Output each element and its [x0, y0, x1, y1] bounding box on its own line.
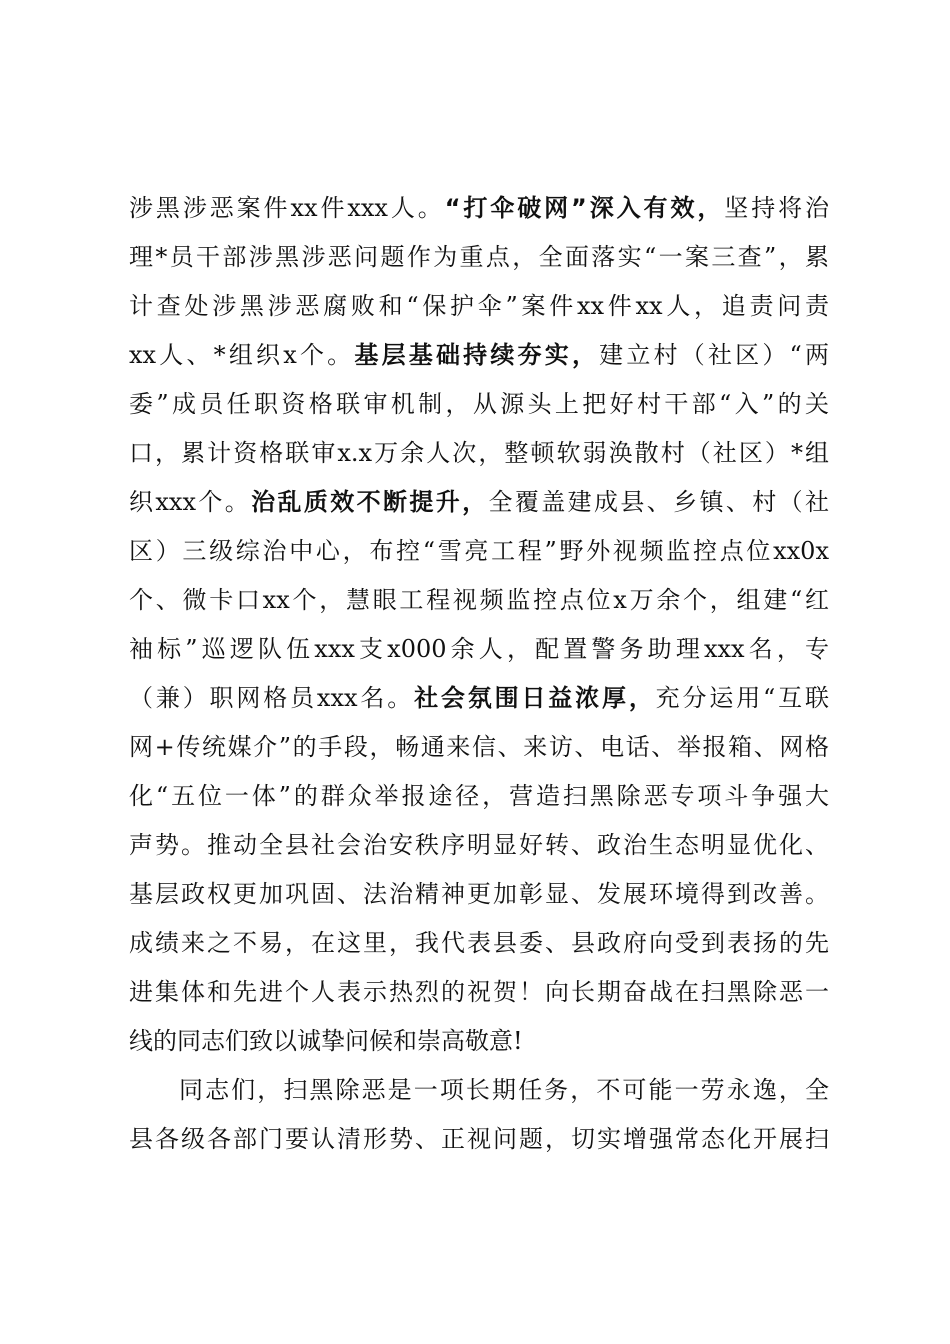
- text-line: [129, 384, 829, 424]
- text-run: 声势。推动全县社会治安秩序明显好转、政治生态明显优化、: [129, 831, 829, 859]
- text-run: 口，累计资格联审x.x万余人次，整顿软弱涣散村（社区）*组: [129, 439, 829, 467]
- text-line: [129, 776, 829, 816]
- text-run: 进集体和先进个人表示热烈的祝贺！向长期奋战在扫黑除恶一: [129, 978, 829, 1006]
- text-run: 线的同志们致以诚挚问候和崇高敬意!: [129, 1027, 523, 1055]
- text-line: [129, 335, 829, 375]
- text-run: 织xxx个。: [129, 488, 252, 516]
- text-run: 充分运用“互联: [655, 684, 830, 712]
- text-run: 全覆盖建成县、乡镇、村（社: [488, 488, 830, 516]
- text-line: [129, 433, 829, 473]
- text-run: 建立村（社区）“两: [599, 341, 829, 369]
- text-run: 个、微卡口xx个，慧眼工程视频监控点位x万余个，组建“红: [129, 586, 829, 614]
- text-run: 县各级各部门要认清形势、正视问题，切实增强常态化开展扫: [129, 1125, 829, 1153]
- text-run: 理*员干部涉黑涉恶问题作为重点，全面落实“一案三查”，累: [129, 243, 829, 271]
- text-run: （兼）职网格员xxx名。: [129, 684, 415, 712]
- text-line: [129, 1119, 829, 1159]
- text-run: 坚持将治: [724, 194, 830, 222]
- text-run: 袖标”巡逻队伍xxx支x000余人，配置警务助理xxx名，专: [129, 635, 829, 663]
- text-line: [129, 874, 829, 914]
- bold-heading-run: 治乱质效不断提升，: [251, 488, 489, 516]
- text-line: [129, 923, 829, 963]
- text-run: xx人、*组织x个。: [129, 341, 355, 369]
- text-line: [129, 237, 829, 277]
- text-line: [129, 972, 829, 1012]
- text-run: 网+传统媒介”的手段，畅通来信、来访、电话、举报箱、网格: [129, 733, 829, 761]
- text-run: 委”成员任职资格联审机制，从源头上把好村干部“入”的关: [129, 390, 829, 418]
- text-line: [129, 580, 829, 620]
- bold-heading-run: “打伞破网”深入有效，: [444, 194, 725, 222]
- text-run: 涉黑涉恶案件xx件xxx人。: [129, 194, 445, 222]
- text-line: [129, 727, 829, 767]
- text-line: [129, 678, 829, 718]
- text-run: 基层政权更加巩固、法治精神更加彰显、发展环境得到改善。: [129, 880, 829, 908]
- text-line: [129, 531, 829, 571]
- text-run: 成绩来之不易，在这里，我代表县委、县政府向受到表扬的先: [129, 929, 829, 957]
- text-line: [129, 825, 829, 865]
- text-run: 区）三级综治中心，布控“雪亮工程”野外视频监控点位xx0x: [129, 537, 829, 565]
- bold-heading-run: 基层基础持续夯实，: [354, 341, 600, 369]
- text-line: [129, 629, 829, 669]
- text-line: [129, 286, 829, 326]
- text-run: 同志们，扫黑除恶是一项长期任务，不可能一劳永逸，全: [179, 1076, 829, 1104]
- text-run: 计查处涉黑涉恶腐败和“保护伞”案件xx件xx人，追责问责: [129, 292, 829, 320]
- text-line: [129, 188, 829, 228]
- text-line: [129, 482, 829, 522]
- text-line: [179, 1070, 829, 1110]
- text-run: 化“五位一体”的群众举报途径，营造扫黑除恶专项斗争强大: [129, 782, 829, 810]
- text-line: [129, 1021, 829, 1061]
- bold-heading-run: 社会氛围日益浓厚，: [414, 684, 656, 712]
